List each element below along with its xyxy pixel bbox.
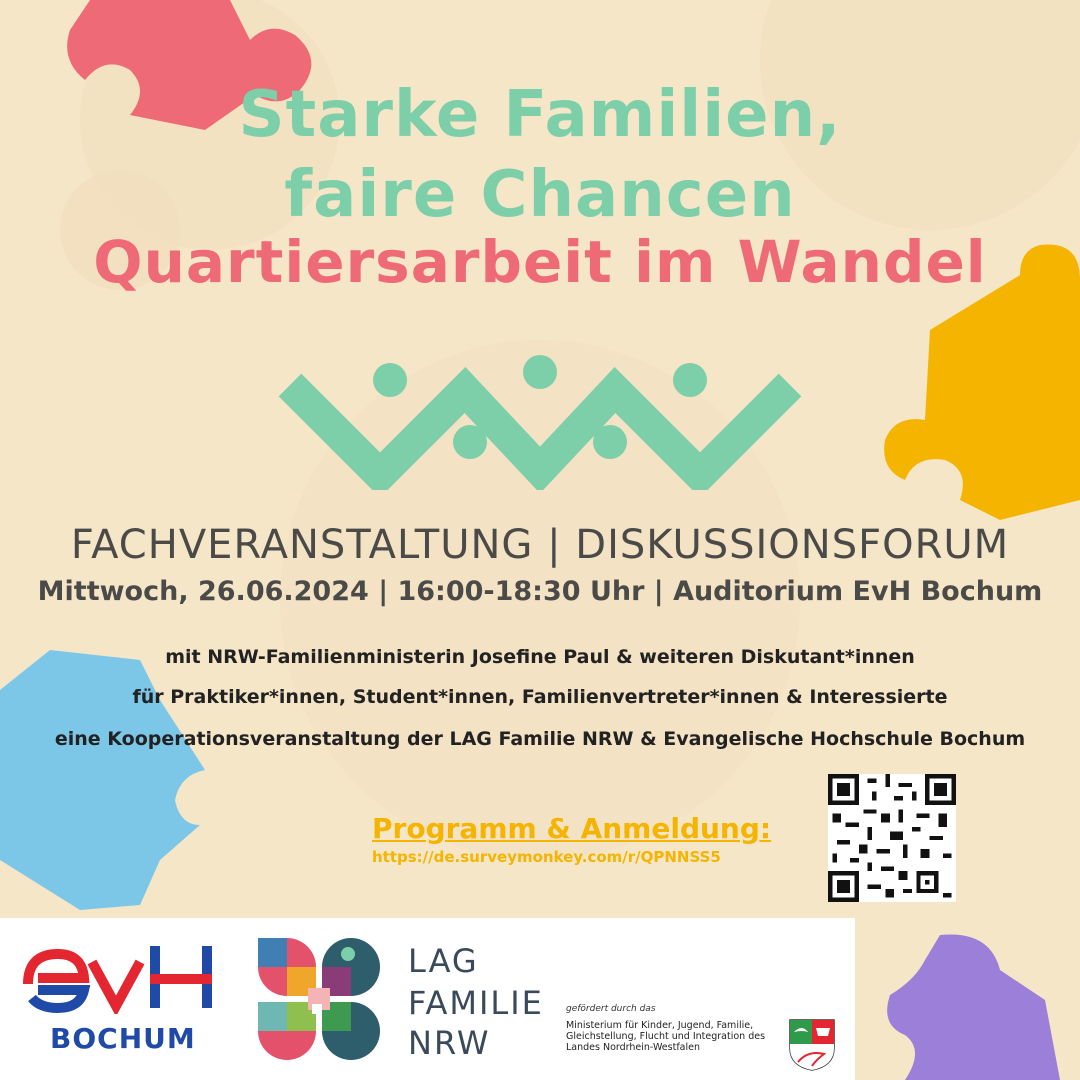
event-description-line: eine Kooperationsveranstaltung der LAG Familie NRW & Evangelische Hochschule Bochum — [54, 728, 1026, 750]
lag-label-line-3: NRW — [408, 1024, 491, 1062]
event-type: FACHVERANSTALTUNG | DISKUSSIONSFORUM — [70, 522, 1010, 568]
funded-by-label: gefördert durch das — [566, 1004, 656, 1014]
lag-label-line-1: LAG — [408, 942, 479, 980]
evh-city-label: BOCHUM — [50, 1022, 196, 1055]
event-description-line: für Praktiker*innen, Student*innen, Familienvertreter*innen & Interessierte — [132, 686, 948, 708]
registration-title[interactable]: Programm & Anmeldung: — [372, 812, 772, 845]
subtitle: Quartiersarbeit im Wandel — [93, 228, 987, 296]
puzzle-piece-icon — [887, 934, 1060, 1080]
lag-familie-logo — [256, 936, 382, 1062]
people-chain-icon — [270, 340, 810, 490]
evh-logo — [20, 944, 220, 1014]
ministry-name: Ministerium für Kinder, Jugend, Familie, Gleichstellung, Flucht und Integration des Landes Nordrhein-Westfalen — [566, 1020, 766, 1053]
registration-link[interactable]: https://de.surveymonkey.com/r/QPNNSS5 — [372, 848, 721, 866]
event-description-line: mit NRW-Familienministerin Josefine Paul & weiteren Diskutant*innen — [165, 646, 915, 668]
qr-code-icon[interactable] — [828, 774, 956, 902]
title-line-1: Starke Familien, — [238, 78, 842, 152]
lag-label-line-2: FAMILIE — [408, 984, 544, 1022]
title-line-2: faire Chancen — [284, 158, 796, 232]
nrw-crest-icon — [788, 1018, 836, 1072]
event-date-time-location: Mittwoch, 26.06.2024 | 16:00-18:30 Uhr | Auditorium EvH Bochum — [37, 576, 1043, 607]
